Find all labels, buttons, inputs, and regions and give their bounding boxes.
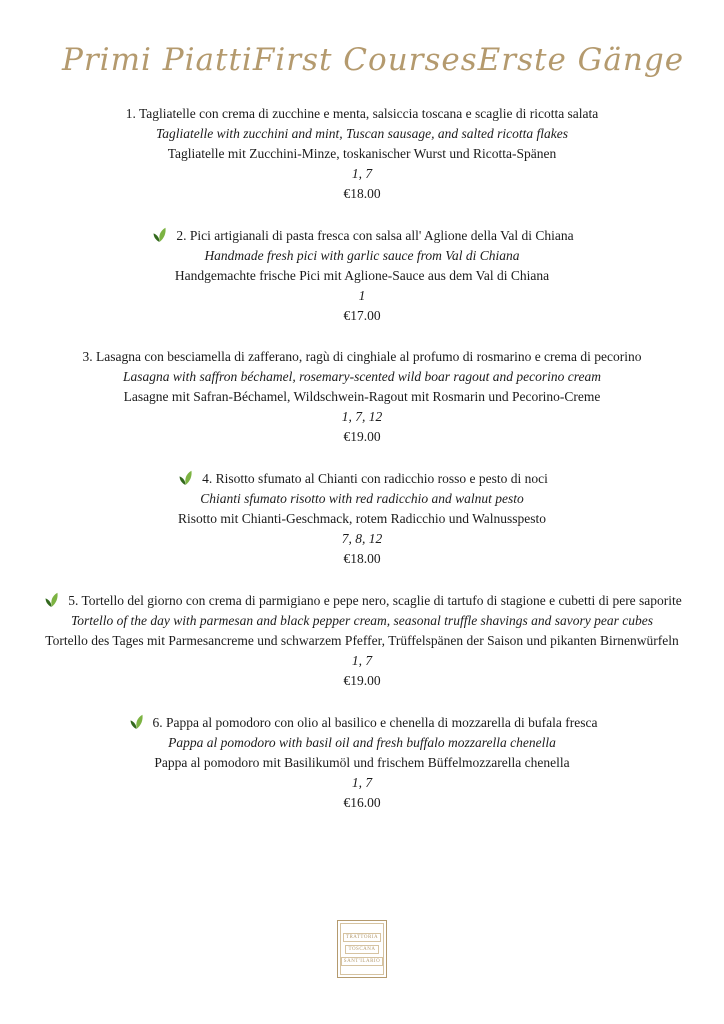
dish-name-italian [42, 225, 682, 246]
allergen-numbers: 1 [358, 288, 366, 303]
dish-name-german: Lasagne mit Safran-Béchamel, Wildschwein-Ragout mit Rosmarin und Pecorino-Creme [123, 389, 601, 404]
menu-items [42, 104, 682, 813]
restaurant-logo [337, 920, 387, 978]
dish-name-italian [42, 468, 682, 489]
dish-name-italian-text: 6. Pappa al pomodoro con olio al basilico e chenella di mozzarella di bufala fresca [152, 715, 598, 730]
dish-name-german: Tagliatelle mit Zucchini-Minze, toskanischer Wurst und Ricotta-Spänen [167, 146, 557, 161]
allergen-numbers: 1, 7 [351, 775, 373, 790]
dish-name-italian-text: 1. Tagliatelle con crema di zucchine e menta, salsiccia toscana e scaglie di ricotta salata [125, 106, 599, 121]
vegetarian-leaf-icon [127, 712, 146, 731]
dish-name-english: Tortello of the day with parmesan and black pepper cream, seasonal truffle shavings and savory pear cubes [70, 613, 654, 628]
dish-name-italian [42, 104, 682, 124]
dish-name-italian-text: 2. Pici artigianali di pasta fresca con salsa all' Aglione della Val di Chiana [176, 228, 574, 243]
dish-name-italian-text: 4. Risotto sfumato al Chianti con radicchio rosso e pesto di noci [202, 471, 548, 486]
logo-line-2: TOSCANA [345, 945, 378, 954]
dish-name-german: Pappa al pomodoro mit Basilikumöl und frischem Büffelmozzarella chenella [154, 755, 570, 770]
vegetarian-leaf-icon [176, 468, 195, 487]
menu-item [42, 104, 682, 204]
dish-name-english: Chianti sfumato risotto with red radicchio and walnut pesto [200, 491, 524, 506]
allergen-numbers: 1, 7 [351, 653, 373, 668]
dish-name-english: Lasagna with saffron béchamel, rosemary-scented wild boar ragout and pecorino cream [122, 369, 602, 384]
allergen-numbers: 7, 8, 12 [341, 531, 383, 546]
menu-item [42, 712, 682, 813]
allergen-numbers: 1, 7, 12 [341, 409, 383, 424]
dish-name-italian-text: 5. Tortello del giorno con crema di parmigiano e pepe nero, scaglie di tartufo di stagione e cubetti di pere saporite [68, 593, 682, 608]
dish-price: €17.00 [343, 308, 381, 323]
dish-name-german: Tortello des Tages mit Parmesancreme und schwarzem Pfeffer, Trüffelspänen der Saison und pikanten Birnenwürfeln [45, 633, 679, 648]
logo-line-3: SANT'ILARIO [341, 957, 383, 966]
dish-price: €18.00 [343, 551, 381, 566]
dish-name-english: Handmade fresh pici with garlic sauce from Val di Chiana [204, 248, 520, 263]
menu-item [42, 590, 682, 691]
dish-name-german: Risotto mit Chianti-Geschmack, rotem Radicchio und Walnusspesto [178, 511, 546, 526]
title-italian: Primi Piatti [62, 42, 253, 78]
menu-header [0, 42, 724, 78]
title-german: Erste Gänge [477, 42, 685, 78]
menu-footer [0, 834, 724, 978]
dish-name-german: Handgemachte frische Pici mit Aglione-Sauce aus dem Val di Chiana [174, 268, 550, 283]
allergen-numbers: 1, 7 [351, 166, 373, 181]
menu-item [42, 347, 682, 447]
vegetarian-leaf-icon [150, 225, 169, 244]
logo-line-1: TRATTORIA [343, 933, 381, 942]
dish-price: €19.00 [343, 429, 381, 444]
dish-price: €18.00 [343, 186, 381, 201]
menu-item [42, 468, 682, 569]
dish-name-italian-text: 3. Lasagna con besciamella di zafferano, ragù di cinghiale al profumo di rosmarino e crema di pecorino [82, 349, 642, 364]
menu-item [42, 225, 682, 326]
title-english: First Courses [252, 42, 478, 78]
dish-price: €19.00 [343, 673, 381, 688]
dish-price: €16.00 [343, 795, 381, 810]
dish-name-italian [42, 347, 682, 367]
dish-name-italian [42, 590, 682, 611]
dish-name-italian [42, 712, 682, 733]
dish-name-english: Pappa al pomodoro with basil oil and fresh buffalo mozzarella chenella [168, 735, 556, 750]
dish-name-english: Tagliatelle with zucchini and mint, Tuscan sausage, and salted ricotta flakes [156, 126, 568, 141]
vegetarian-leaf-icon [42, 590, 61, 609]
